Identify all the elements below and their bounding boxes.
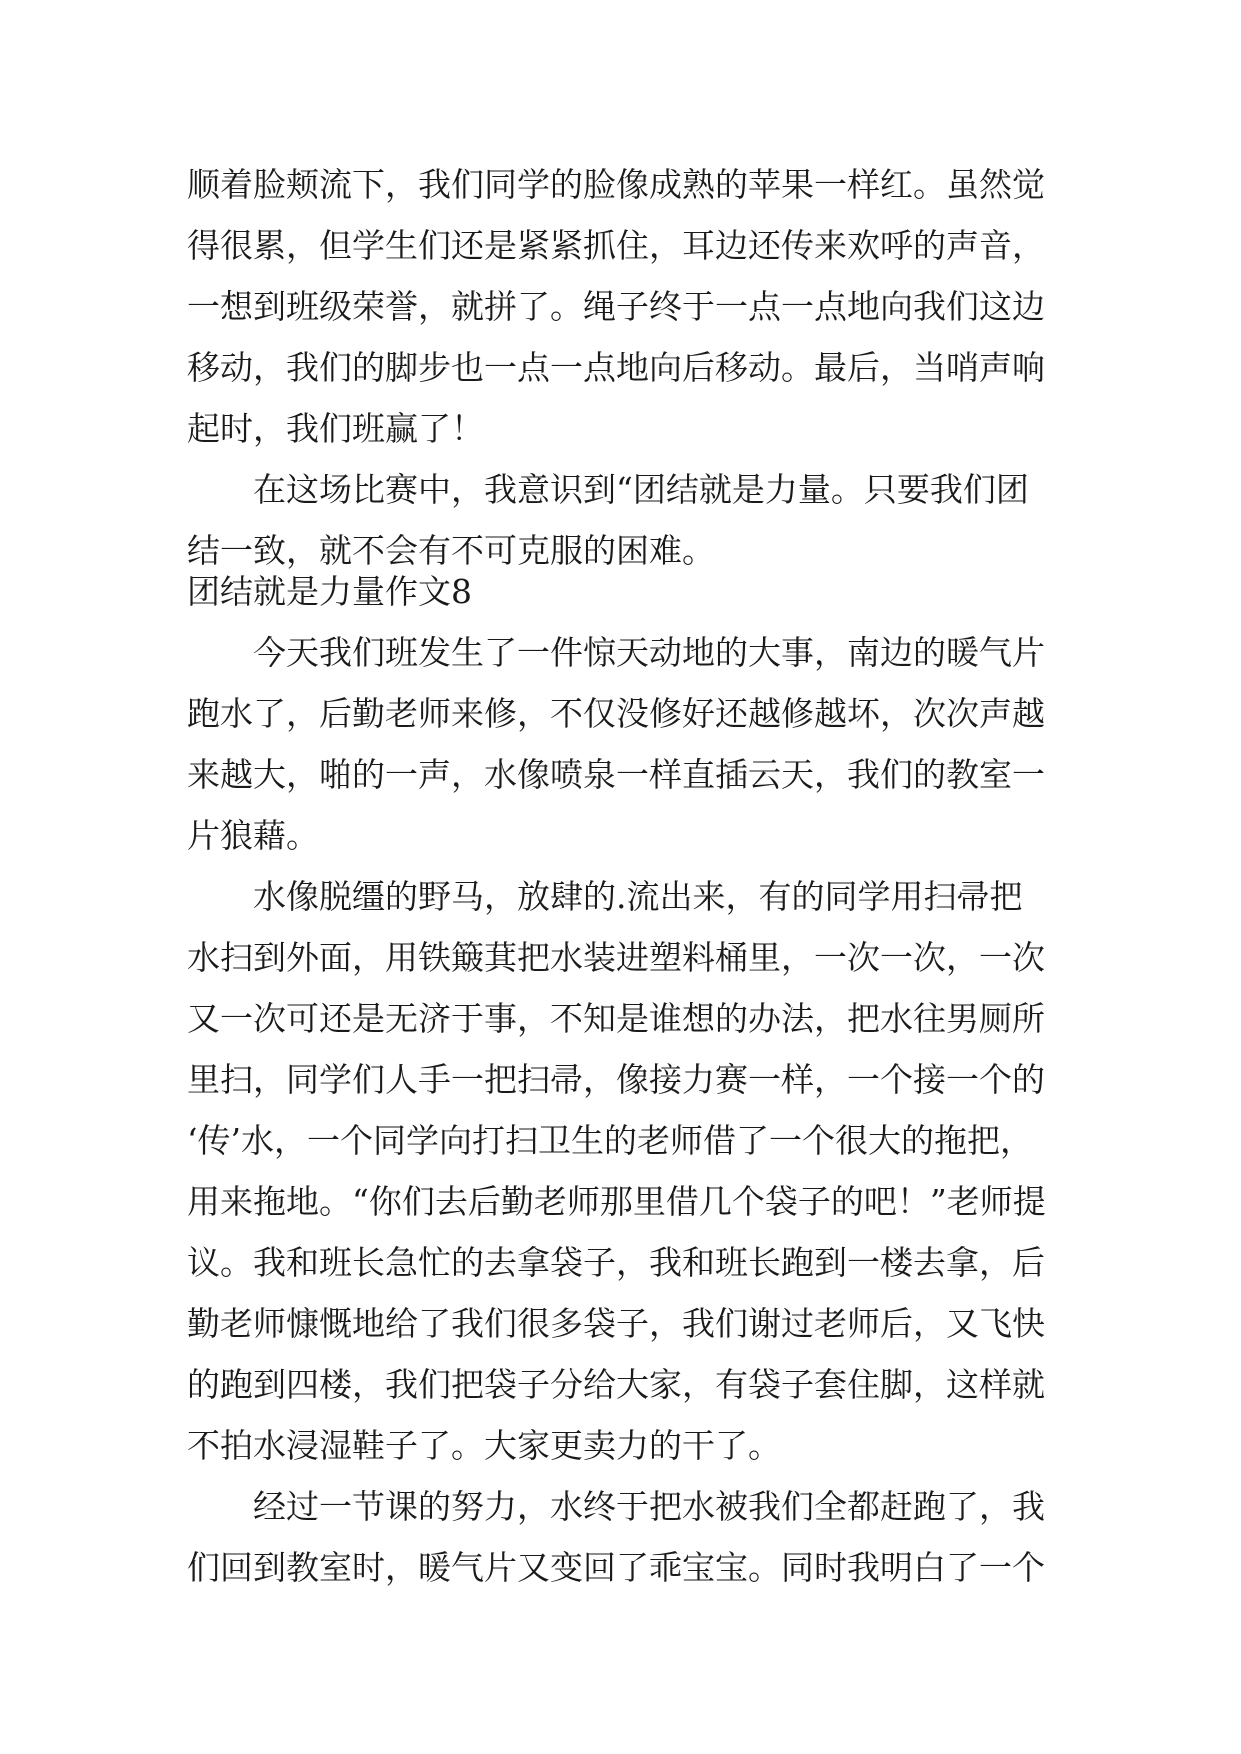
- section-heading: 团结就是力量作文8: [187, 572, 472, 611]
- text-line: 的跑到四楼，我们把袋子分给大家，有袋子套住脚，这样就: [187, 1365, 1045, 1404]
- text-line: 用来拖地。“你们去后勤老师那里借几个袋子的吧！”老师提: [187, 1182, 1046, 1221]
- paragraph: [187, 154, 1067, 459]
- text-line: 得很累，但学生们还是紧紧抓住，耳边还传来欢呼的声音，: [187, 226, 1045, 265]
- text-line: 来越大，啪的一声，水像喷泉一样直插云天，我们的教室一: [187, 755, 1045, 794]
- text-line: 议。我和班长急忙的去拿袋子，我和班长跑到一楼去拿，后: [187, 1243, 1045, 1282]
- text-line: 又一次可还是无济于事，不知是谁想的办法，把水往男厕所: [187, 999, 1045, 1038]
- text-line: 水像脱缰的野马，放肆的.流出来，有的同学用扫帚把: [253, 877, 1023, 916]
- text-line: 在这场比赛中，我意识到“团结就是力量。只要我们团: [253, 470, 1029, 509]
- text-line: 经过一节课的努力，水终于把水被我们全都赶跑了，我: [253, 1487, 1045, 1526]
- text-line: 起时，我们班赢了！: [187, 409, 484, 448]
- text-line: 不拍水浸湿鞋子了。大家更卖力的干了。: [187, 1426, 781, 1465]
- text-line: 移动，我们的脚步也一点一点地向后移动。最后，当哨声响: [187, 348, 1045, 387]
- text-line: 跑水了，后勤老师来修，不仅没修好还越修越坏，次次声越: [187, 694, 1045, 733]
- text-line: 顺着脸颊流下，我们同学的脸像成熟的苹果一样红。虽然觉: [187, 165, 1045, 204]
- text-line: 们回到教室时，暖气片又变回了乖宝宝。同时我明白了一个: [187, 1548, 1045, 1587]
- paragraph: [187, 622, 1067, 866]
- text-line: 水扫到外面，用铁簸萁把水装进塑料桶里，一次一次，一次: [187, 938, 1045, 977]
- paragraph: [187, 866, 1067, 1476]
- text-line: ‘传’水，一个同学向打扫卫生的老师借了一个很大的拖把，: [187, 1121, 1033, 1160]
- document-body: [187, 154, 1067, 1598]
- paragraph: [187, 1476, 1067, 1598]
- text-line: 片狼藉。: [187, 816, 319, 855]
- text-line: 勤老师慷慨地给了我们很多袋子，我们谢过老师后，又飞快: [187, 1304, 1045, 1343]
- text-line: 结一致，就不会有不可克服的困难。: [187, 531, 715, 570]
- text-line: 一想到班级荣誉，就拼了。绳子终于一点一点地向我们这边: [187, 287, 1045, 326]
- text-line: 里扫，同学们人手一把扫帚，像接力赛一样，一个接一个的: [187, 1060, 1045, 1099]
- text-line: 今天我们班发生了一件惊天动地的大事，南边的暖气片: [253, 633, 1045, 672]
